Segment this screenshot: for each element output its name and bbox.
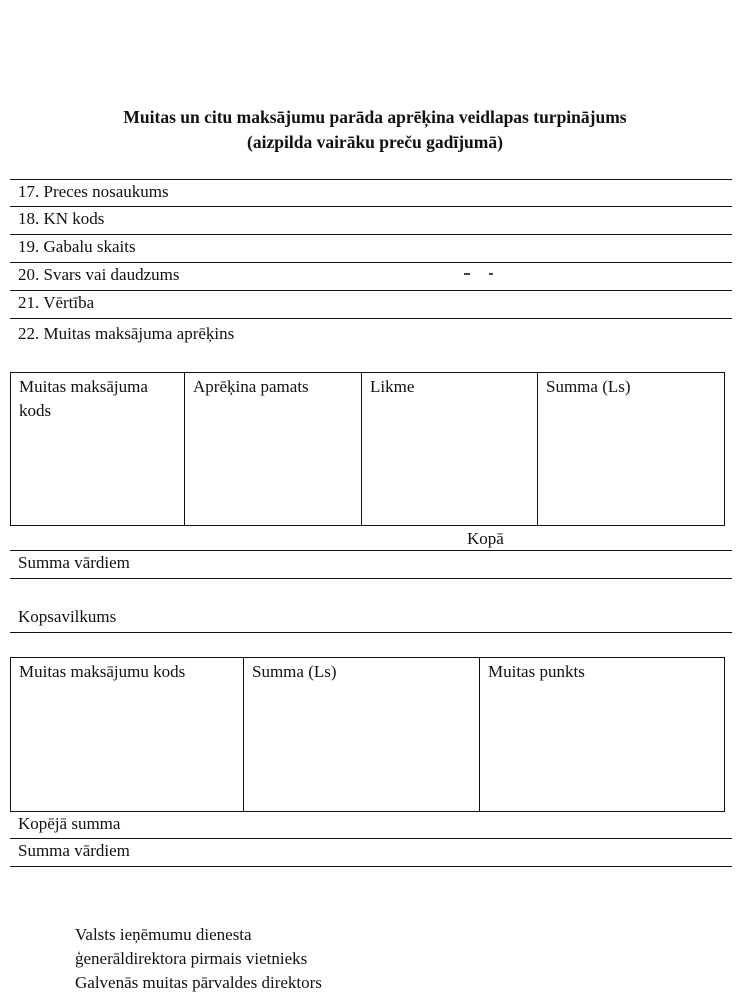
field-cn-code: 18. KN kods	[10, 207, 732, 235]
summary-header-payment-code: Muitas maksājumu kods	[19, 662, 186, 681]
form-title-line1: Muitas un citu maksājumu parāda aprēķina veidlapas turpinājums	[123, 107, 627, 127]
scan-speck	[464, 273, 470, 275]
signature-line1: Valsts ieņēmumu dienesta	[75, 925, 252, 944]
calc-header-rate: Likme	[370, 377, 415, 396]
calc-header-payment-code: Muitas maksājuma kods	[19, 377, 148, 420]
amount-in-words-1: Summa vārdiem	[10, 550, 732, 579]
grand-total: Kopējā summa	[10, 812, 732, 839]
calc-col-payment-code	[11, 373, 185, 525]
calc-col-rate	[362, 373, 538, 525]
calc-header-amount: Summa (Ls)	[546, 377, 631, 396]
scan-speck	[489, 273, 493, 275]
amount-in-words-2: Summa vārdiem	[10, 839, 732, 867]
summary-col-amount	[244, 658, 480, 811]
field-goods-name: 17. Preces nosaukums	[10, 179, 732, 207]
calc-total-label: Kopā	[467, 529, 504, 548]
summary-header-amount: Summa (Ls)	[252, 662, 337, 681]
form-title-line2: (aizpilda vairāku preču gadījumā)	[247, 132, 503, 152]
signature-line3: Galvenās muitas pārvaldes direktors	[75, 973, 322, 992]
summary-col-payment-code	[11, 658, 244, 811]
field-value: 21. Vērtība	[10, 291, 732, 319]
summary-heading: Kopsavilkums	[10, 605, 732, 633]
summary-table	[10, 657, 725, 812]
summary-col-customs-point	[480, 658, 724, 811]
field-duty-calculation: 22. Muitas maksājuma aprēķins	[18, 324, 235, 343]
field-weight-quantity: 20. Svars vai daudzums	[10, 263, 732, 291]
calc-header-basis: Aprēķina pamats	[193, 377, 309, 396]
calc-col-basis	[185, 373, 362, 525]
calc-col-amount	[538, 373, 724, 525]
signature-line2: ģenerāldirektora pirmais vietnieks	[75, 949, 308, 968]
summary-header-customs-point: Muitas punkts	[488, 662, 585, 681]
field-piece-count: 19. Gabalu skaits	[10, 235, 732, 263]
calc-table	[10, 372, 725, 526]
